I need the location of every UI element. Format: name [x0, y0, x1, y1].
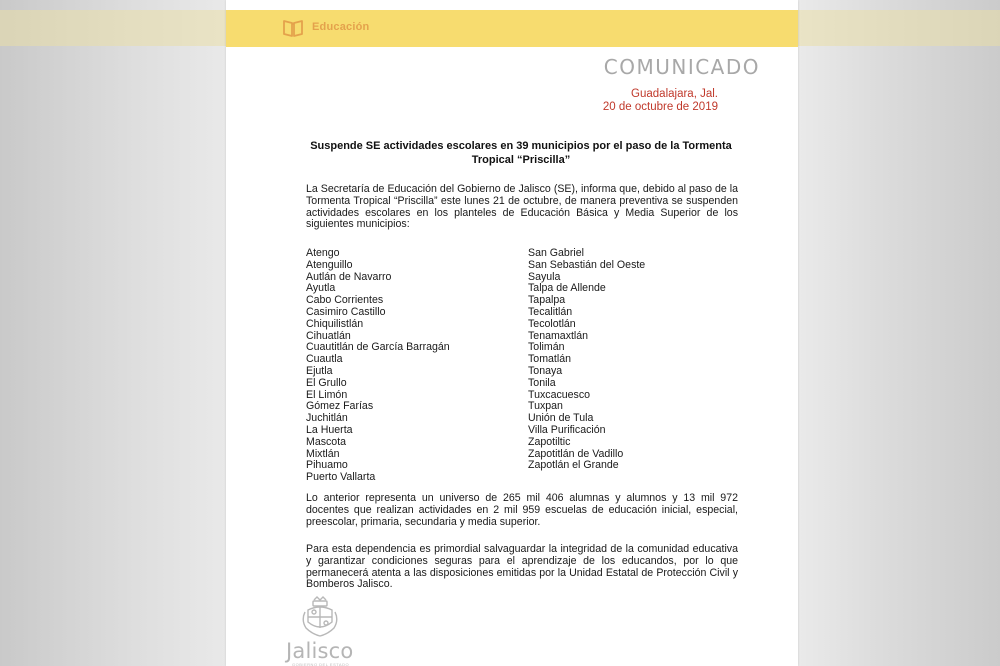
- document-page: [226, 0, 798, 666]
- municipality-item: Zapotlán el Grande: [528, 459, 619, 472]
- municipality-item: Mascota: [306, 435, 347, 448]
- municipality-item: Zapotiltic: [528, 435, 571, 448]
- municipality-item: Tapalpa: [528, 294, 566, 307]
- municipality-item: Talpa de Allende: [528, 282, 606, 295]
- municipality-item: Tonaya: [528, 364, 563, 377]
- document-date: 20 de octubre de 2019: [602, 101, 718, 113]
- municipality-item: Mixtlán: [306, 447, 340, 460]
- document-title: Suspende SE actividades escolares en 39 municipios por el paso de la Tormenta Tropical “Priscilla”: [310, 140, 732, 166]
- municipality-item: Villa Purificación: [528, 423, 606, 436]
- municipality-item: Juchitlán: [306, 412, 348, 425]
- municipality-item: El Limón: [306, 388, 348, 401]
- municipality-item: Tomatlán: [528, 353, 571, 366]
- municipality-item: Tonila: [528, 376, 556, 389]
- document-place: Guadalajara, Jal.: [631, 88, 718, 100]
- municipality-item: Tecalitlán: [528, 305, 573, 318]
- document-kind: COMUNICADO: [603, 55, 760, 79]
- municipality-item: Unión de Tula: [528, 412, 594, 425]
- municipality-item: Ayutla: [306, 282, 336, 295]
- blurred-background-left: [0, 0, 226, 666]
- paragraph-statistics: Lo anterior representa un universo de 265 mil 406 alumnas y alumnos y 13 mil 972 docentes que realizan actividades en 2 mil 959 escuelas de educación inicial, especial, preescolar, primaria, secundaria y media superior.: [306, 492, 738, 528]
- paragraph-closing: Para esta dependencia es primordial salvaguardar la integridad de la comunidad educativa y garantizar condiciones seguras para el aprendizaje de los educandos, por lo que permanecerá atenta a las disposiciones emitidas por la Unidad Estatal de Protección Civil y Bomberos Jalisco.: [306, 543, 738, 591]
- municipality-item: La Huerta: [306, 423, 353, 436]
- brand-subtitle: GOBIERNO DEL ESTADO: [292, 662, 350, 666]
- municipality-item: Sayula: [528, 270, 561, 283]
- header-label: Educación: [312, 21, 370, 33]
- municipality-item: Tuxpan: [528, 400, 563, 413]
- book-icon: [281, 16, 305, 40]
- municipality-list-left: [306, 248, 450, 484]
- municipality-item: Pihuamo: [306, 459, 348, 472]
- municipality-item: San Gabriel: [528, 247, 584, 259]
- municipality-item: Gómez Farías: [306, 400, 374, 413]
- paragraph-intro: La Secretaría de Educación del Gobierno de Jalisco (SE), informa que, debido al paso de la Tormenta Tropical “Priscilla” este lunes 21 de octubre, de manera preventiva se suspenden actividades escolares en los planteles de Educación Básica y Media Superior de los siguientes municipios:: [306, 183, 738, 231]
- header-bar: [226, 10, 798, 47]
- municipality-item: Puerto Vallarta: [306, 471, 376, 484]
- municipality-item: Atenguillo: [306, 258, 353, 271]
- municipality-item: Tecolotlán: [528, 317, 576, 330]
- municipality-item: Autlán de Navarro: [306, 270, 392, 283]
- municipality-item: Cihuatlán: [306, 329, 351, 342]
- municipality-item: Casimiro Castillo: [306, 305, 386, 318]
- municipality-item: San Sebastián del Oeste: [528, 258, 646, 271]
- municipality-list-right: [528, 248, 645, 472]
- municipality-item: Tenamaxtlán: [528, 329, 589, 342]
- municipality-item: El Grullo: [306, 376, 347, 389]
- brand-logo: Jalisco: [286, 639, 354, 663]
- municipality-item: Zapotitlán de Vadillo: [528, 447, 624, 460]
- municipality-item: Cuautitlán de García Barragán: [306, 341, 450, 354]
- municipality-item: Ejutla: [306, 364, 333, 377]
- state-seal-icon: [300, 596, 340, 640]
- municipality-item: Chiquilistlán: [306, 317, 364, 330]
- blurred-background-right: [798, 0, 1000, 666]
- municipality-item: Tolimán: [528, 341, 565, 354]
- municipality-item: Tuxcacuesco: [528, 388, 591, 401]
- municipality-item: Cuautla: [306, 353, 343, 366]
- municipality-item: Cabo Corrientes: [306, 294, 384, 307]
- municipality-item: Atengo: [306, 247, 340, 259]
